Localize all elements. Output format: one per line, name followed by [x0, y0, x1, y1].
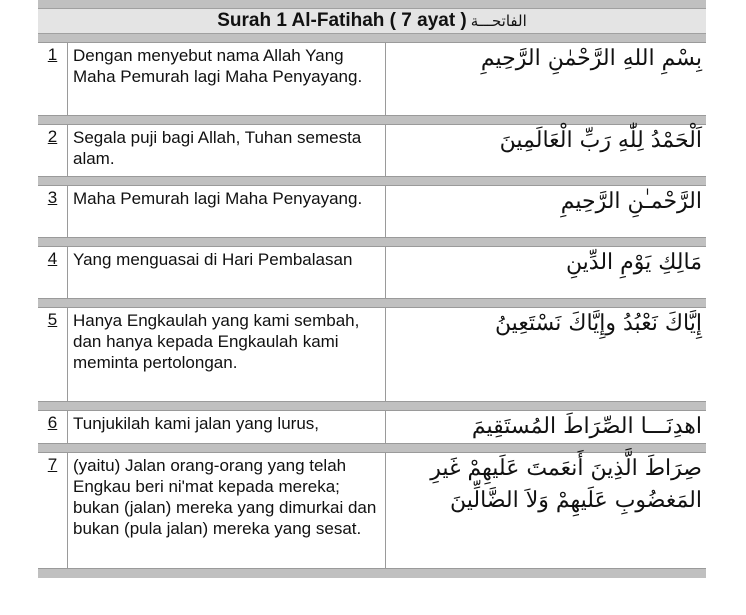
verse-arabic: مَالِكِ يَوْمِ الدِّينِ — [565, 250, 702, 275]
verse-number-link[interactable]: 5 — [38, 308, 68, 401]
verse-translation: Hanya Engkaulah yang kami sembah, dan hanya kepada Engkaulah kami meminta pertolongan. — [68, 308, 386, 401]
row-separator — [38, 34, 706, 42]
table-top-band — [38, 0, 706, 8]
verse-translation: Yang menguasai di Hari Pembalasan — [68, 247, 386, 298]
row-separator — [38, 116, 706, 124]
verse-number-link[interactable]: 7 — [38, 453, 68, 568]
verse-number-link[interactable]: 6 — [38, 411, 68, 443]
table-bottom-band — [38, 569, 706, 578]
row-separator — [38, 238, 706, 246]
verse-number-link[interactable]: 2 — [38, 125, 68, 176]
verse-number-link[interactable]: 3 — [38, 186, 68, 237]
row-separator — [38, 402, 706, 410]
verse-row-7 — [38, 452, 706, 569]
verse-arabic: اهدِنَـــا الصِّرَاطَ المُستَقِيمَ — [471, 414, 702, 439]
verse-row-6 — [38, 410, 706, 444]
verse-row-4 — [38, 246, 706, 299]
verse-arabic: صِرَاطَ الَّذِينَ أَنعَمتَ عَلَيهِمْ غَيرِ المَغضُوبِ عَلَيهِمْ وَلاَ الضَّالِّينَ — [430, 456, 702, 513]
verse-translation: Tunjukilah kami jalan yang lurus, — [68, 411, 386, 443]
surah-table — [38, 0, 706, 578]
row-separator — [38, 177, 706, 185]
surah-title-latin: Surah 1 Al-Fatihah ( 7 ayat ) — [217, 10, 467, 31]
verse-row-3 — [38, 185, 706, 238]
surah-title — [38, 8, 706, 34]
row-separator — [38, 444, 706, 452]
verse-row-2 — [38, 124, 706, 177]
verse-translation: Dengan menyebut nama Allah Yang Maha Pemurah lagi Maha Penyayang. — [68, 43, 386, 115]
surah-title-arabic: الفاتحـــة — [470, 12, 527, 30]
verse-translation: Maha Pemurah lagi Maha Penyayang. — [68, 186, 386, 237]
verse-arabic: بِسْمِ اللهِ الرَّحْمٰنِ الرَّحِيمِ — [480, 46, 702, 71]
verse-arabic: إِيَّاكَ نَعْبُدُ وإِيَّاكَ نَسْتَعِينُ — [494, 311, 702, 336]
verse-row-1 — [38, 42, 706, 116]
verse-translation: (yaitu) Jalan orang-orang yang telah Engkau beri ni'mat kepada mereka; bukan (jalan) mereka yang dimurkai dan bukan (pula jalan) mereka yang sesat. — [68, 453, 386, 568]
verse-number-link[interactable]: 4 — [38, 247, 68, 298]
row-separator — [38, 299, 706, 307]
verse-row-5 — [38, 307, 706, 402]
verse-number-link[interactable]: 1 — [38, 43, 68, 115]
verse-translation: Segala puji bagi Allah, Tuhan semesta alam. — [68, 125, 386, 176]
verse-arabic: اَلْحَمْدُ لِلّٰهِ رَبِّ الْعَالَمِينَ — [499, 128, 702, 153]
verse-arabic: الرَّحْمـٰنِ الرَّحِيمِ — [560, 189, 702, 214]
